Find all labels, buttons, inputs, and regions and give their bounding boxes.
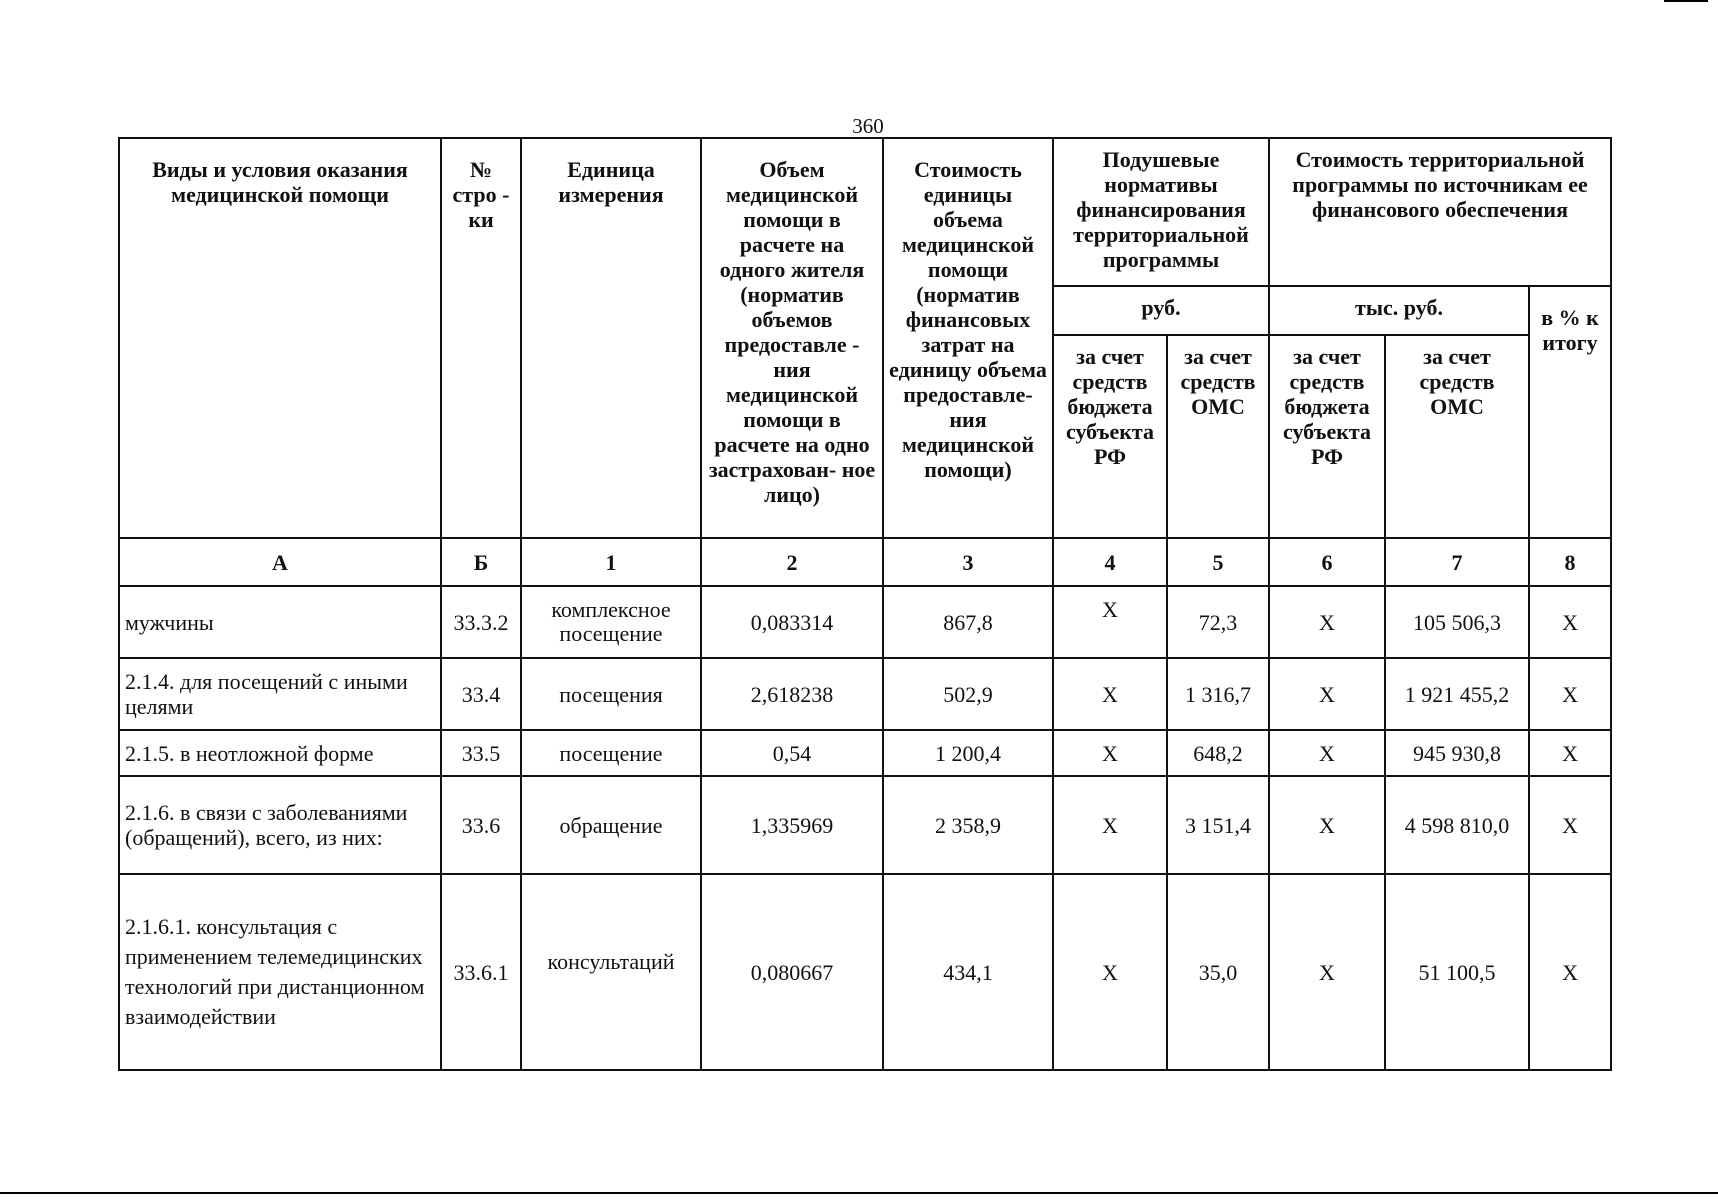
row-unit-cost: 2 358,9 [883, 776, 1053, 874]
colnum-6: 6 [1269, 538, 1385, 586]
row-oms-rub: 3 151,4 [1167, 776, 1269, 874]
colnum-8: 8 [1529, 538, 1611, 586]
row-name: 2.1.6. в связи с заболеваниями (обращений), всего, из них: [119, 776, 441, 874]
row-volume: 0,54 [701, 730, 883, 776]
row-budget-rub: Х [1053, 776, 1167, 874]
row-oms-thousand: 945 930,8 [1385, 730, 1529, 776]
row-number: 33.3.2 [441, 586, 521, 658]
table-row [119, 776, 1611, 874]
row-oms-rub: 72,3 [1167, 586, 1269, 658]
row-number: 33.6 [441, 776, 521, 874]
row-number: 33.5 [441, 730, 521, 776]
header-per-capita-group: Подушевые нормативы финансирования территориальной программы [1053, 138, 1269, 286]
row-unit: посещение [521, 730, 701, 776]
row-oms-thousand: 1 921 455,2 [1385, 658, 1529, 730]
table-row [119, 658, 1611, 730]
colnum-7: 7 [1385, 538, 1529, 586]
row-name: 2.1.5. в неотложной форме [119, 730, 441, 776]
row-percent: Х [1529, 776, 1611, 874]
row-budget-thousand: Х [1269, 776, 1385, 874]
table-row [119, 874, 1611, 1070]
row-percent: Х [1529, 658, 1611, 730]
colnum-4: 4 [1053, 538, 1167, 586]
row-unit-cost: 434,1 [883, 874, 1053, 1070]
table-row [119, 586, 1611, 658]
row-volume: 0,080667 [701, 874, 883, 1070]
row-unit: консультаций [521, 874, 701, 1070]
row-name: 2.1.4. для посещений с иными целями [119, 658, 441, 730]
header-volume: Объем медицинской помощи в расчете на одного жителя (норматив объемов предоставле - ния медицинской помощи в расчете на одно застрахован- ное лицо) [701, 138, 883, 538]
colnum-2: 2 [701, 538, 883, 586]
colnum-a: А [119, 538, 441, 586]
row-percent: Х [1529, 586, 1611, 658]
row-oms-thousand: 105 506,3 [1385, 586, 1529, 658]
header-unit: Единица измерения [521, 138, 701, 538]
header-row-1 [119, 138, 1611, 286]
header-row-number: № стро - ки [441, 138, 521, 538]
row-budget-rub: Х [1053, 658, 1167, 730]
row-budget-rub: Х [1053, 874, 1167, 1070]
bottom-edge-rule [0, 1192, 1718, 1194]
row-name: мужчины [119, 586, 441, 658]
row-volume: 2,618238 [701, 658, 883, 730]
financing-table [118, 137, 1612, 1071]
row-oms-rub: 648,2 [1167, 730, 1269, 776]
header-program-cost-group: Стоимость территориальной программы по источникам ее финансового обеспечения [1269, 138, 1611, 286]
row-budget-thousand: Х [1269, 730, 1385, 776]
row-number: 33.6.1 [441, 874, 521, 1070]
row-budget-thousand: Х [1269, 874, 1385, 1070]
header-oms-rub: за счет средств ОМС [1167, 335, 1269, 538]
top-edge-rule [1664, 0, 1708, 2]
colnum-b: Б [441, 538, 521, 586]
header-unit-thousand-rub: тыс. руб. [1269, 286, 1529, 335]
row-unit: комплексное посещение [521, 586, 701, 658]
column-number-row [119, 538, 1611, 586]
row-unit-cost: 867,8 [883, 586, 1053, 658]
row-volume: 0,083314 [701, 586, 883, 658]
header-oms-thousand: за счет средств ОМС [1385, 335, 1529, 538]
table-row [119, 730, 1611, 776]
row-budget-rub: Х [1053, 586, 1167, 658]
row-unit-cost: 1 200,4 [883, 730, 1053, 776]
header-percent-total: в % к итогу [1529, 286, 1611, 538]
row-oms-thousand: 4 598 810,0 [1385, 776, 1529, 874]
row-unit: посещения [521, 658, 701, 730]
header-unit-rub: руб. [1053, 286, 1269, 335]
header-types-conditions: Виды и условия оказания медицинской помощи [119, 138, 441, 538]
row-name: 2.1.6.1. консультация с применением телемедицинских технологий при дистанционном взаимодействии [119, 874, 441, 1070]
colnum-1: 1 [521, 538, 701, 586]
header-unit-cost: Стоимость единицы объема медицинской помощи (норматив финансовых затрат на единицу объема предоставле- ния медицинской помощи) [883, 138, 1053, 538]
row-budget-rub: Х [1053, 730, 1167, 776]
colnum-3: 3 [883, 538, 1053, 586]
header-budget-rub: за счет средств бюджета субъекта РФ [1053, 335, 1167, 538]
row-oms-rub: 35,0 [1167, 874, 1269, 1070]
row-percent: Х [1529, 730, 1611, 776]
row-budget-thousand: Х [1269, 658, 1385, 730]
page-number: 360 [852, 114, 884, 138]
row-percent: Х [1529, 874, 1611, 1070]
row-volume: 1,335969 [701, 776, 883, 874]
row-oms-rub: 1 316,7 [1167, 658, 1269, 730]
colnum-5: 5 [1167, 538, 1269, 586]
row-number: 33.4 [441, 658, 521, 730]
row-unit: обращение [521, 776, 701, 874]
header-budget-thousand: за счет средств бюджета субъекта РФ [1269, 335, 1385, 538]
row-unit-cost: 502,9 [883, 658, 1053, 730]
row-oms-thousand: 51 100,5 [1385, 874, 1529, 1070]
row-budget-thousand: Х [1269, 586, 1385, 658]
